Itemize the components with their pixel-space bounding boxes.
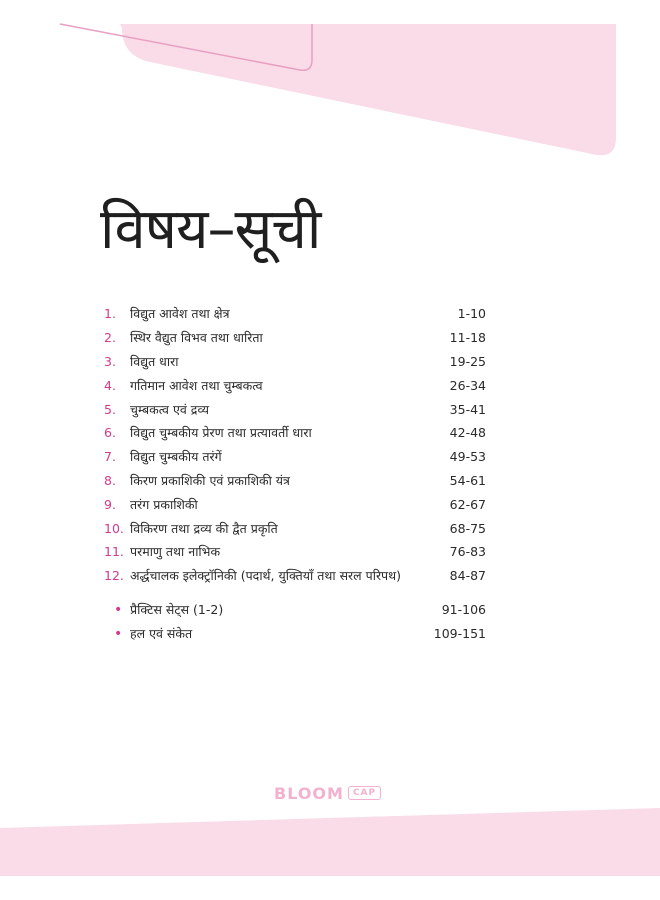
- chapter-number: 10.: [104, 520, 124, 536]
- chapter-number: 5.: [104, 401, 116, 417]
- chapter-pages: 42-48: [449, 425, 486, 441]
- toc-row[interactable]: [104, 373, 486, 397]
- chapter-title: गतिमान आवेश तथा चुम्बकत्व: [130, 377, 263, 393]
- chapter-pages: 54-61: [449, 472, 486, 488]
- chapter-pages: 35-41: [449, 401, 486, 417]
- page-title: विषय–सूची: [100, 197, 321, 262]
- bullet: •: [114, 625, 123, 642]
- chapter-pages: 49-53: [449, 449, 486, 465]
- chapter-title: विद्युत चुम्बकीय प्रेरण तथा प्रत्यावर्ती धारा: [130, 425, 312, 441]
- chapter-pages: 62-67: [449, 496, 486, 512]
- chapter-title: तरंग प्रकाशिकी: [130, 496, 198, 512]
- toc-row[interactable]: [104, 397, 486, 421]
- table-of-contents: [104, 302, 486, 588]
- chapter-title: स्थिर वैद्युत विभव तथा धारिता: [130, 330, 263, 346]
- toc-row[interactable]: [104, 421, 486, 445]
- logo-badge: CAP: [348, 786, 381, 800]
- section-pages: 91-106: [441, 602, 486, 618]
- section-pages: 109-151: [433, 626, 486, 642]
- chapter-number: 8.: [104, 472, 116, 488]
- chapter-title: किरण प्रकाशिकी एवं प्रकाशिकी यंत्र: [130, 472, 290, 488]
- toc-row[interactable]: [104, 469, 486, 493]
- footer-decoration: [0, 800, 660, 900]
- toc-row[interactable]: [104, 350, 486, 374]
- toc-row[interactable]: [104, 540, 486, 564]
- chapter-pages: 84-87: [449, 568, 486, 584]
- chapter-number: 4.: [104, 377, 116, 393]
- chapter-pages: 68-75: [449, 520, 486, 536]
- section-title: हल एवं संकेत: [130, 626, 193, 642]
- chapter-title: परमाणु तथा नाभिक: [130, 544, 221, 560]
- toc-row[interactable]: [104, 302, 486, 326]
- logo-word: BLOOM: [274, 783, 344, 803]
- toc-row[interactable]: [104, 492, 486, 516]
- chapter-pages: 26-34: [449, 377, 486, 393]
- chapter-title: विद्युत चुम्बकीय तरंगें: [130, 449, 222, 465]
- chapter-title: विकिरण तथा द्रव्य की द्वैत प्रकृति: [130, 520, 278, 536]
- section-title: प्रैक्टिस सेट्स (1-2): [130, 602, 224, 618]
- chapter-pages: 11-18: [449, 330, 486, 346]
- toc-row[interactable]: [104, 445, 486, 469]
- chapter-title: अर्द्धचालक इलेक्ट्रॉनिकी (पदार्थ, युक्तियाँ तथा सरल परिपथ): [130, 568, 402, 584]
- bullet: •: [114, 601, 123, 618]
- chapter-pages: 1-10: [457, 306, 486, 322]
- chapter-number: 2.: [104, 330, 116, 346]
- toc-row[interactable]: [104, 516, 486, 540]
- toc-row[interactable]: [104, 564, 486, 588]
- toc-row[interactable]: [104, 622, 486, 646]
- chapter-title: चुम्बकत्व एवं द्रव्य: [130, 401, 209, 417]
- chapter-number: 9.: [104, 496, 116, 512]
- chapter-number: 12.: [104, 568, 124, 584]
- chapter-number: 6.: [104, 425, 116, 441]
- header-decoration: [0, 0, 660, 180]
- chapter-pages: 76-83: [449, 544, 486, 560]
- chapter-pages: 19-25: [449, 353, 486, 369]
- chapter-title: विद्युत धारा: [130, 353, 179, 369]
- toc-row[interactable]: [104, 598, 486, 622]
- chapter-number: 1.: [104, 306, 116, 322]
- chapter-number: 7.: [104, 449, 116, 465]
- toc-row[interactable]: [104, 326, 486, 350]
- chapter-title: विद्युत आवेश तथा क्षेत्र: [130, 306, 230, 322]
- chapter-number: 11.: [104, 544, 124, 560]
- supplementary-list: [104, 598, 486, 646]
- chapter-number: 3.: [104, 353, 116, 369]
